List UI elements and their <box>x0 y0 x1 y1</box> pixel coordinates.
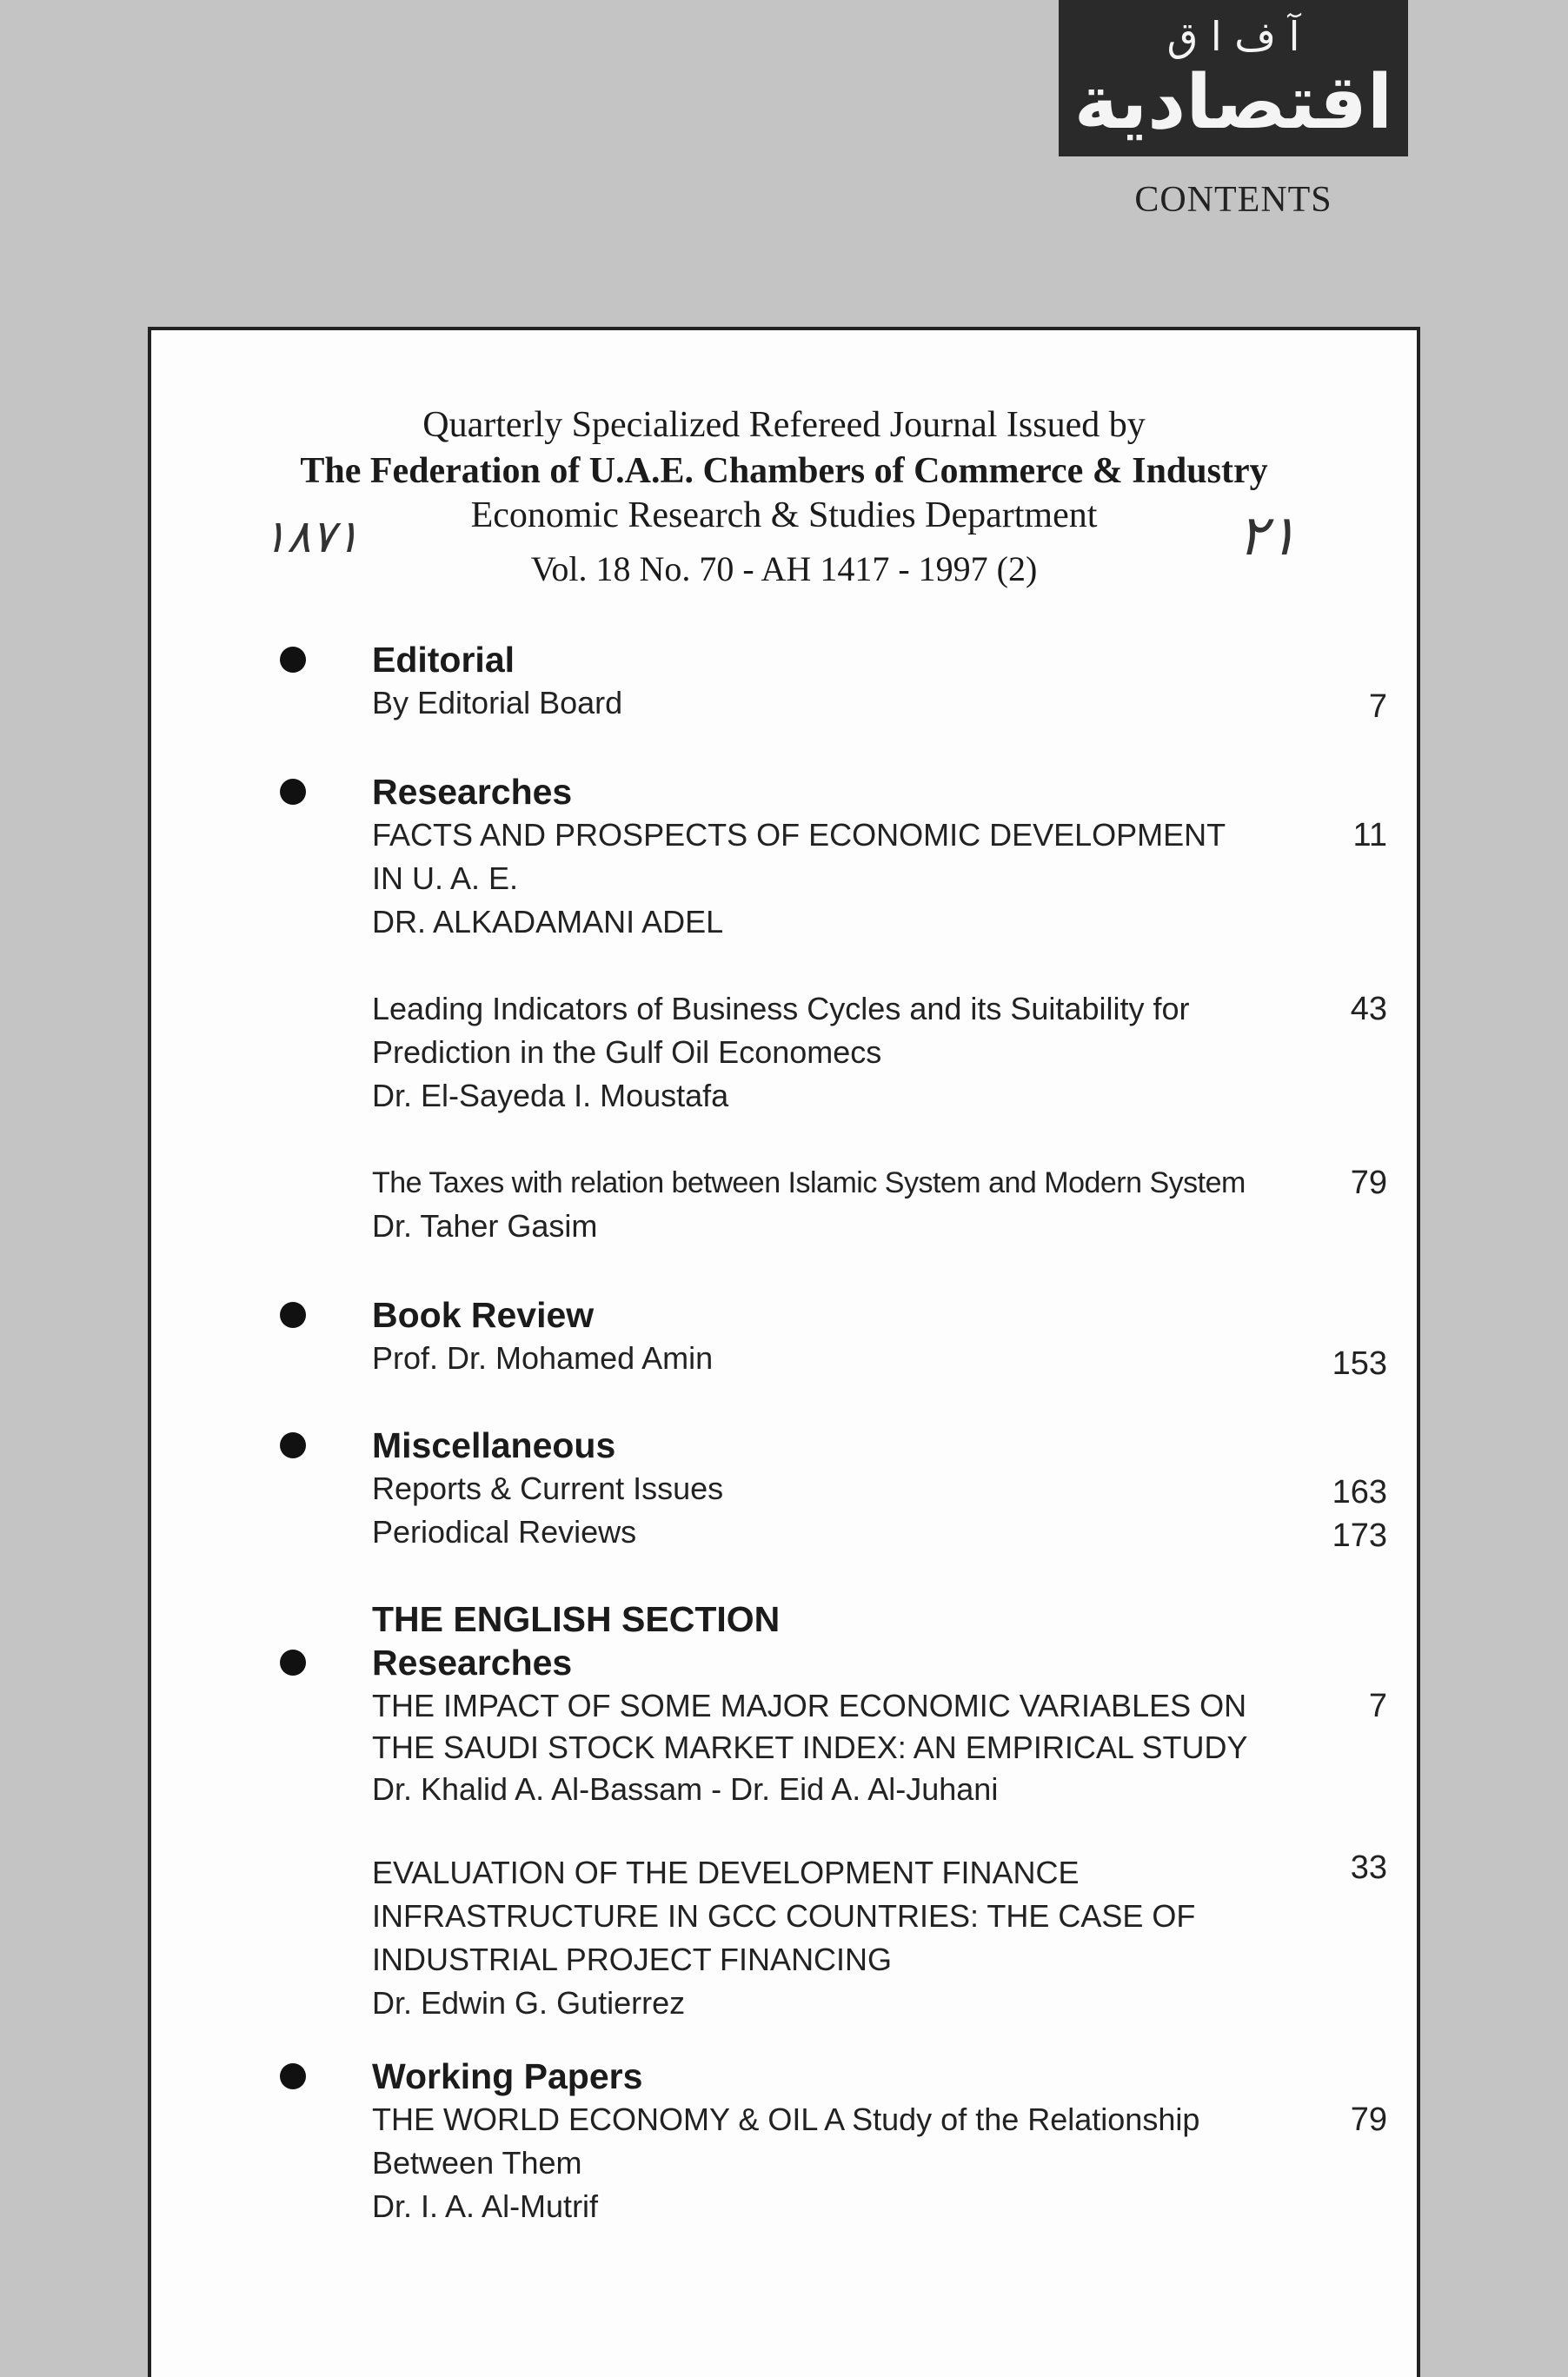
page-number: 79 <box>1350 2101 1387 2138</box>
entry-title: Prediction in the Gulf Oil Economecs <box>372 1034 882 1070</box>
entry-title: INDUSTRIAL PROJECT FINANCING <box>372 1942 893 1977</box>
english-section-title: THE ENGLISH SECTION <box>372 1599 781 1639</box>
entry-title: INFRASTRUCTURE IN GCC COUNTRIES: THE CASE OF <box>372 1898 1196 1934</box>
page-number: 163 <box>1332 1474 1387 1511</box>
section-heading: Book Review <box>372 1295 595 1335</box>
entry-title: Periodical Reviews <box>372 1514 637 1550</box>
entry-title: Leading Indicators of Business Cycles and its Suitability for <box>372 991 1190 1026</box>
masthead-department: Economic Research & Studies Department <box>470 495 1098 535</box>
section-heading: Editorial <box>372 640 515 680</box>
entry-author: Dr. I. A. Al-Mutrif <box>372 2188 599 2224</box>
handwritten-number-right: ٢١ <box>1238 504 1298 568</box>
logo-title: اقتصادية <box>1073 59 1393 146</box>
logo-small-text: آ ف ا ق <box>1166 13 1300 60</box>
masthead-line-1: Quarterly Specialized Refereed Journal Issued by <box>422 405 1146 445</box>
masthead-publisher: The Federation of U.A.E. Chambers of Commerce & Industry <box>300 451 1268 491</box>
page-number: 7 <box>1368 1688 1387 1724</box>
bullet-icon <box>280 2063 306 2089</box>
entry-title: THE IMPACT OF SOME MAJOR ECONOMIC VARIABLES ON <box>372 1688 1247 1723</box>
entry-title: Between Them <box>372 2145 582 2181</box>
entry-title: THE WORLD ECONOMY & OIL A Study of the Relationship <box>372 2101 1200 2137</box>
section-heading: Researches <box>372 772 573 812</box>
entry-title: EVALUATION OF THE DEVELOPMENT FINANCE <box>372 1855 1080 1890</box>
page-number: 7 <box>1368 688 1387 725</box>
entry-author: Dr. Taher Gasim <box>372 1208 598 1244</box>
section-heading: Miscellaneous <box>372 1425 616 1465</box>
entry-title: The Taxes with relation between Islamic System and Modern System <box>372 1166 1246 1199</box>
entry-title: FACTS AND PROSPECTS OF ECONOMIC DEVELOPMENT <box>372 817 1226 853</box>
entry-title: Reports & Current Issues <box>372 1471 724 1506</box>
bullet-icon <box>280 1432 306 1458</box>
contents-panel <box>148 327 1420 2377</box>
journal-logo <box>1059 0 1408 156</box>
entry-title: IN U. A. E. <box>372 860 519 896</box>
handwritten-number-left: ١٨٧١ <box>262 511 360 563</box>
entry-author: Dr. El-Sayeda I. Moustafa <box>372 1078 729 1113</box>
page-number: 173 <box>1332 1517 1387 1554</box>
page-number: 11 <box>1352 817 1387 853</box>
entry-author: Dr. Khalid A. Al-Bassam - Dr. Eid A. Al-Juhani <box>372 1771 999 1807</box>
entry-author: Prof. Dr. Mohamed Amin <box>372 1340 714 1376</box>
page-number: 43 <box>1350 991 1387 1027</box>
page-number: 33 <box>1350 1849 1387 1886</box>
page-number: 153 <box>1332 1345 1387 1382</box>
section-heading: Working Papers <box>372 2056 643 2096</box>
section-heading: Researches <box>372 1643 573 1683</box>
masthead-volume: Vol. 18 No. 70 - AH 1417 - 1997 (2) <box>530 549 1038 588</box>
entry-author: Dr. Edwin G. Gutierrez <box>372 1985 686 2021</box>
contents-title: CONTENTS <box>1134 180 1332 220</box>
entry-author: DR. ALKADAMANI ADEL <box>372 904 724 940</box>
bullet-icon <box>280 647 306 673</box>
page-number: 79 <box>1350 1165 1387 1201</box>
entry-title: THE SAUDI STOCK MARKET INDEX: AN EMPIRICAL STUDY <box>372 1730 1248 1765</box>
bullet-icon <box>280 1302 306 1328</box>
entry-author: By Editorial Board <box>372 685 623 720</box>
bullet-icon <box>280 1650 306 1676</box>
bullet-icon <box>280 779 306 805</box>
